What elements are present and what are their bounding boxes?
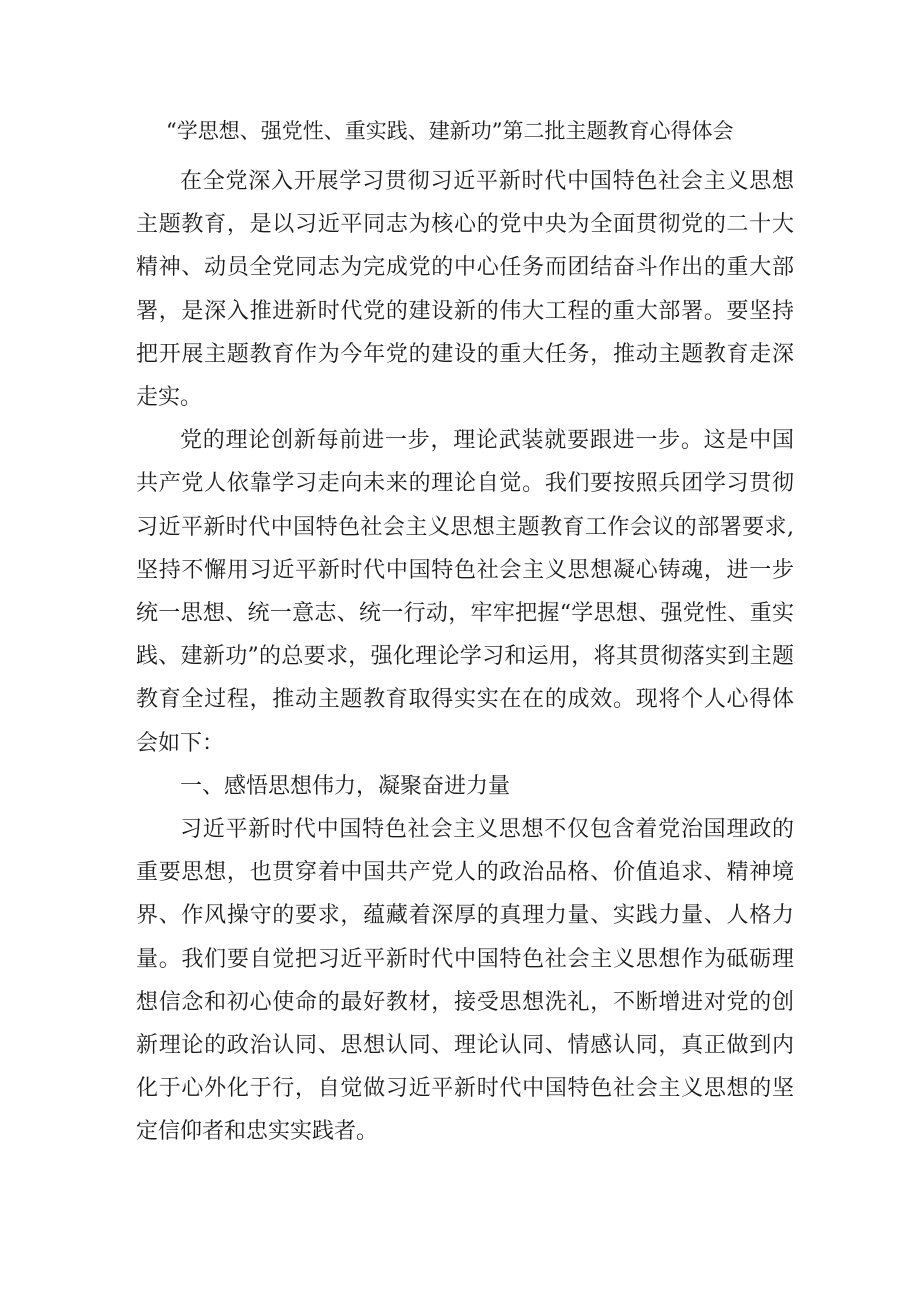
paragraph-section-one: 习近平新时代中国特色社会主义思想不仅包含着党治国理政的重要思想，也贯穿着中国共产党人的政治品格、价值追求、精神境界、作风操守的要求，蕴藏着深厚的真理力量、实践力量、人格力量。我们要自觉把习近平新时代中国特色社会主义思想作为砥砺理想信念和初心使命的最好教材，接受思想洗礼，不断增进对党的创新理论的政治认同、思想认同、理论认同、情感认同，真正做到内化于心外化于行，自觉做习近平新时代中国特色社会主义思想的坚定信仰者和忠实实践者。 bbox=[136, 817, 794, 1145]
paragraph-theory: 党的理论创新每前进一步，理论武装就要跟进一步。这是中国共产党人依靠学习走向未来的理论自觉。我们要按照兵团学习贯彻习近平新时代中国特色社会主义思想主题教育工作会议的部署要求,坚持不懈用习近平新时代中国特色社会主义思想凝心铸魂，进一步统一思想、统一意志、统一行动，牢牢把握“学思想、强党性、重实践、建新功”的总要求，强化理论学习和运用，将其贯彻落实到主题教育全过程，推动主题教育取得实实在在的成效。现将个人心得体会如下： bbox=[136, 428, 794, 756]
document-title: “学思想、强党性、重实践、建新功”第二批主题教育心得体会 bbox=[166, 119, 734, 143]
paragraph-intro: 在全党深入开展学习贯彻习近平新时代中国特色社会主义思想主题教育，是以习近平同志为核心的党中央为全面贯彻党的二十大精神、动员全党同志为完成党的中心任务而团结奋斗作出的重大部署，是深入推进新时代党的建设新的伟大工程的重大部署。要坚持把开展主题教育作为今年党的建设的重大任务，推动主题教育走深走实。 bbox=[136, 169, 794, 411]
section-heading: 一、感悟思想伟力，凝聚奋进力量 bbox=[180, 773, 511, 799]
document-body bbox=[136, 160, 794, 1154]
